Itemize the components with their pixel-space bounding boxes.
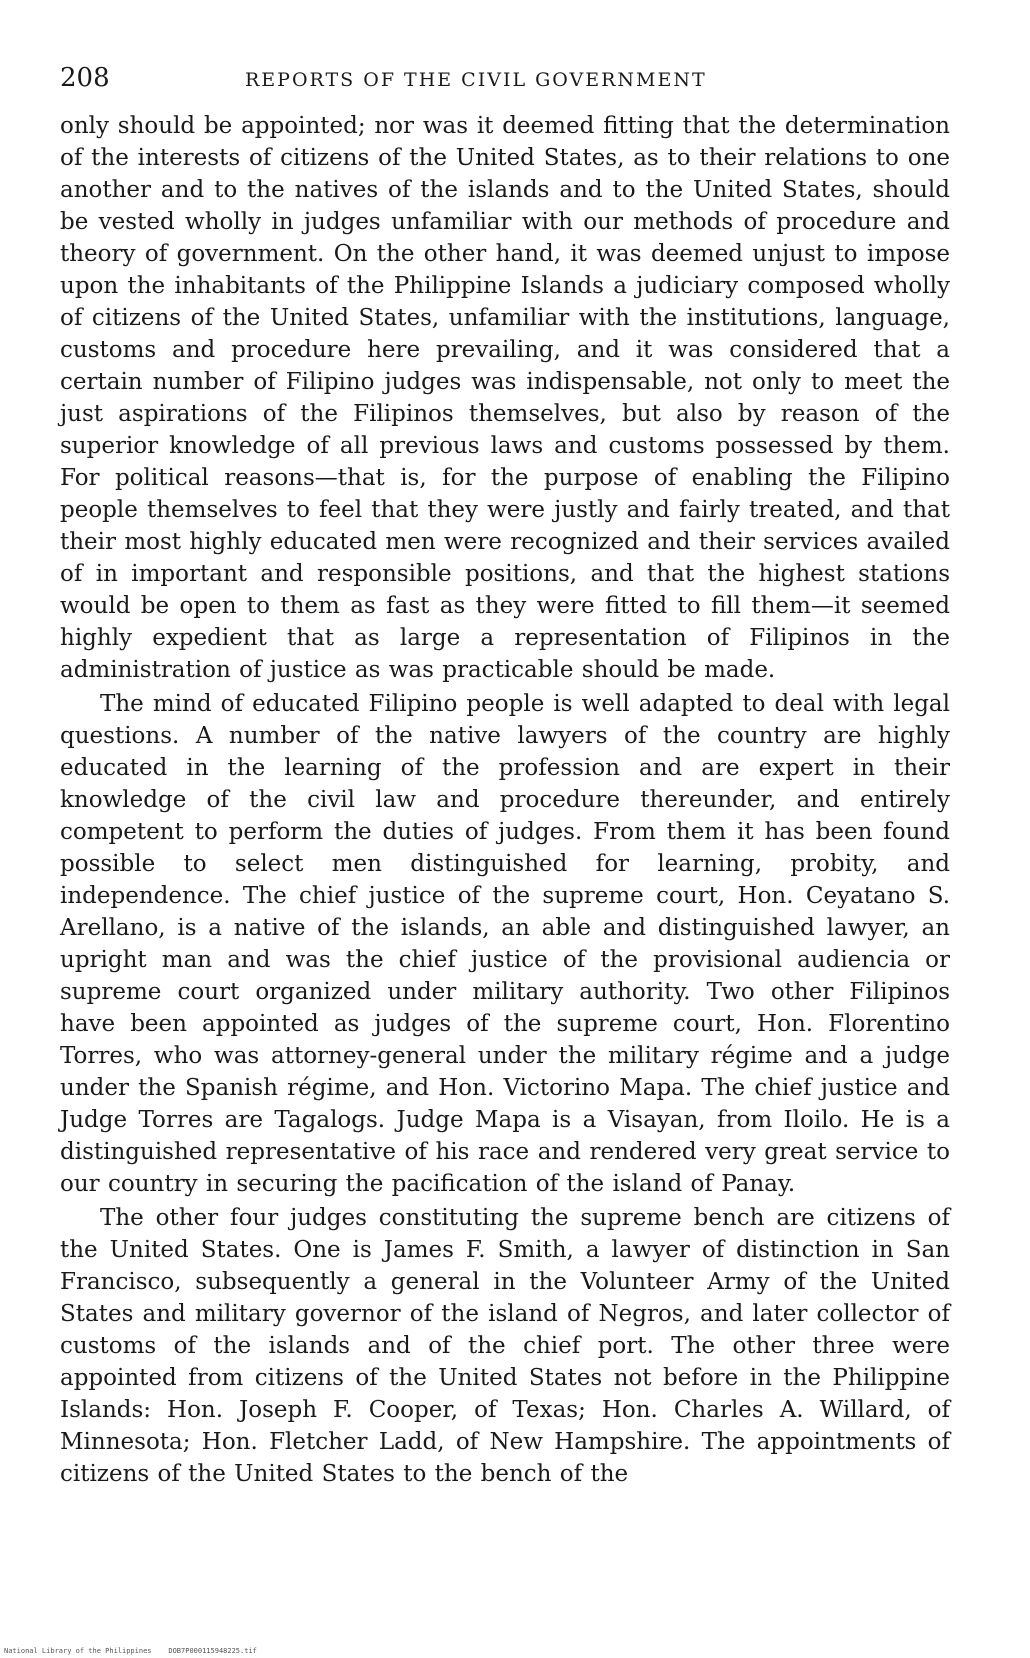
scan-credit-library: National Library of the Philippines	[4, 1647, 152, 1655]
scan-credit	[4, 1647, 257, 1655]
paragraph-american-judges: The other four judges constituting the supreme bench are citizens of the United States. One is James F. Smith, a lawyer of distinction in San Francisco, subsequently a general in the Volunteer Army of the United States and military governor of the island of Negros, and later collector of customs of the islands and of the chief port. The other three were appointed from citizens of the United States not before in the Philippine Islands: Hon. Joseph F. Cooper, of Texas; Hon. Charles A. Willard, of Minnesota; Hon. Fletcher Ladd, of New Hampshire. The appointments of citizens of the United States to the bench of the	[60, 1205, 950, 1487]
body-text	[60, 110, 950, 1490]
paragraph-filipino-judges: The mind of educated Filipino people is well adapted to deal with legal questions. A number of the native lawyers of the country are highly educated in the learning of the profession and are expert in their knowledge of the civil law and procedure thereunder, and entirely competent to perform the duties of judges. From them it has been found possible to select men distinguished for learning, probity, and independence. The chief justice of the supreme court, Hon. Ceyatano S. Arellano, is a native of the islands, an able and distinguished lawyer, an upright man and was the chief justice of the provisional audiencia or supreme court organized under military authority. Two other Filipinos have been appointed as judges of the supreme court, Hon. Florentino Torres, who was attorney-general under the military régime and a judge under the Spanish régime, and Hon. Victorino Mapa. The chief justice and Judge Torres are Tagalogs. Judge Mapa is a Visayan, from Iloilo. He is a distinguished representative of his race and rendered very great service to our country in securing the pacification of the island of Panay.	[60, 691, 950, 1197]
scan-credit-file: DOB7P000115948225.tif	[168, 1647, 257, 1655]
page-header	[60, 62, 960, 96]
running-head: REPORTS OF THE CIVIL GOVERNMENT	[245, 69, 707, 91]
paragraph-continued: only should be appointed; nor was it deemed fitting that the determination of the interests of citizens of the United States, as to their relations to one another and to the natives of the islands and to the United States, should be vested wholly in judges unfamiliar with our methods of procedure and theory of government. On the other hand, it was deemed unjust to impose upon the inhabitants of the Philippine Islands a judiciary composed wholly of citizens of the United States, unfamiliar with the institutions, language, customs and procedure here prevailing, and it was considered that a certain number of Filipino judges was indispensable, not only to meet the just aspirations of the Filipinos themselves, but also by reason of the superior knowledge of all previous laws and customs possessed by them. For political reasons—that is, for the purpose of enabling the Filipino people themselves to feel that they were justly and fairly treated, and that their most highly educated men were recognized and their services availed of in important and responsible positions, and that the highest stations would be open to them as fast as they were fitted to fill them—it seemed highly expedient that as large a representation of Filipinos in the administration of justice as was practicable should be made.	[60, 113, 950, 683]
page-number: 208	[60, 63, 110, 93]
